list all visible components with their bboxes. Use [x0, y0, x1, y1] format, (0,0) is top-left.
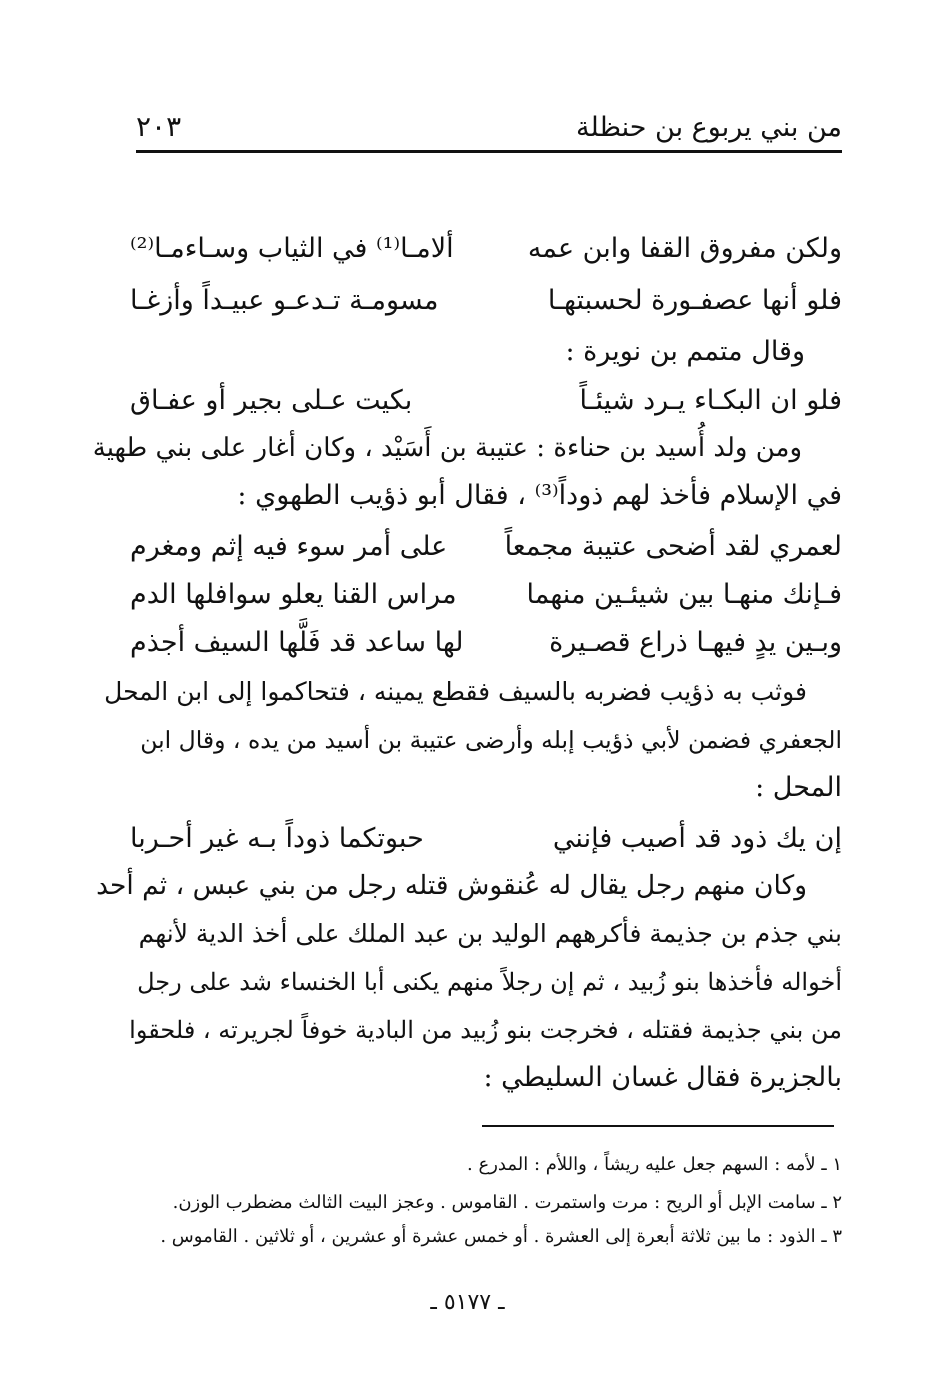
verse-second-hemistich: مسومـة تـدعـو عبيـداً وأزغـا [130, 285, 439, 316]
verse-line [130, 280, 842, 322]
prose-line: أخواله فأخذها بنو زُبيد ، ثم إن رجلاً منهم يكنى أبا الخنساء شد على رجل [137, 968, 842, 996]
verse-second-hemistich: لها ساعد قد فَلَّها السيف أجذم [130, 627, 464, 658]
footer-page-number: ـ ٥١٧٧ ـ [430, 1290, 505, 1315]
verse-line [130, 622, 842, 664]
prose-line: ومن ولد أُسيد بن حناءة : عتيبة بن أَسَيْد ، وكان أغار على بني طهية [92, 433, 802, 463]
prose-line: بني جذم بن جذيمة فأكرههم الوليد بن عبد الملك على أخذ الدية لأنهم [138, 919, 842, 948]
verse-second-hemistich: بكيت عـلى بجير أو عفـاق [130, 385, 413, 416]
prose-line: وكان منهم رجل يقال له عُنقوش قتله رجل من بني عبس ، ثم أحد [96, 870, 807, 901]
prose-line: الجعفري فضمن لأبي ذؤيب إبله وأرضى عتيبة بن أسيد من يده ، وقال ابن [140, 726, 842, 754]
verse-first-hemistich: لعمري لقد أضحى عتيبة مجمعاً [504, 531, 842, 562]
verse-line [130, 380, 842, 422]
prose-line: بالجزيرة فقال غسان السليطي : [483, 1062, 842, 1093]
verse-line [130, 228, 842, 270]
header-title: من بني يربوع بن حنظلة [576, 112, 842, 143]
footnote: ١ ـ لأمه : السهم جعل عليه ريشاً ، واللأم : المدرع . [467, 1154, 842, 1175]
verse-first-hemistich: ولكن مفروق القفا وابن عمه [527, 233, 842, 264]
footnote-rule [482, 1125, 834, 1127]
running-header [132, 108, 842, 152]
prose-line: فوثب به ذؤيب فضربه بالسيف فقطع يمينه ، فتحاكموا إلى ابن المحل [104, 677, 807, 706]
prose-line: من بني جذيمة فقتله ، فخرجت بنو زُبيد من البادية خوفاً لجريرته ، فلحقوا [129, 1016, 842, 1044]
verse-first-hemistich: فلو ان البكـاء يـرد شيئـاً [579, 385, 842, 416]
footnote: ٣ ـ الذود : ما بين ثلاثة أبعرة إلى العشرة . أو خمس عشرة أو عشرين ، أو ثلاثين . القاموس . [160, 1226, 842, 1247]
prose-line: وقال متمم بن نويرة : [565, 336, 805, 367]
prose-line: في الإسلام فأخذ لهم ذوداً⁽³⁾ ، فقال أبو ذؤيب الطهوي : [237, 480, 842, 511]
verse-line [130, 818, 842, 860]
verse-first-hemistich: وبـين يدٍ فيهـا ذراع قصـيرة [549, 627, 842, 658]
verse-second-hemistich: حبوتكما ذوداً بـه غير أحـربا [130, 823, 424, 854]
verse-line [130, 574, 842, 616]
verse-second-hemistich: مراس القنا يعلو سوافلها الدم [130, 579, 457, 610]
header-rule [136, 150, 842, 153]
verse-second-hemistich: ألامـا⁽¹⁾ في الثياب وسـاءمـا⁽²⁾ [130, 233, 454, 264]
footnote: ٢ ـ سامت الإبل أو الريح : مرت واستمرت . القاموس . وعجز البيت الثالث مضطرب الوزن. [172, 1192, 842, 1213]
verse-first-hemistich: فـإنك منهـا بين شيئـين منهما [526, 579, 842, 610]
prose-line: المحل : [755, 772, 842, 803]
header-page-number: ٢٠٣ [136, 110, 182, 143]
verse-first-hemistich: إن يك ذود قد أصيب فإنني [552, 823, 842, 854]
verse-second-hemistich: على أمر سوء فيه إثم ومغرم [130, 531, 448, 562]
verse-first-hemistich: فلو أنها عصفـورة لحسبتهـا [547, 285, 842, 316]
verse-line [130, 526, 842, 568]
